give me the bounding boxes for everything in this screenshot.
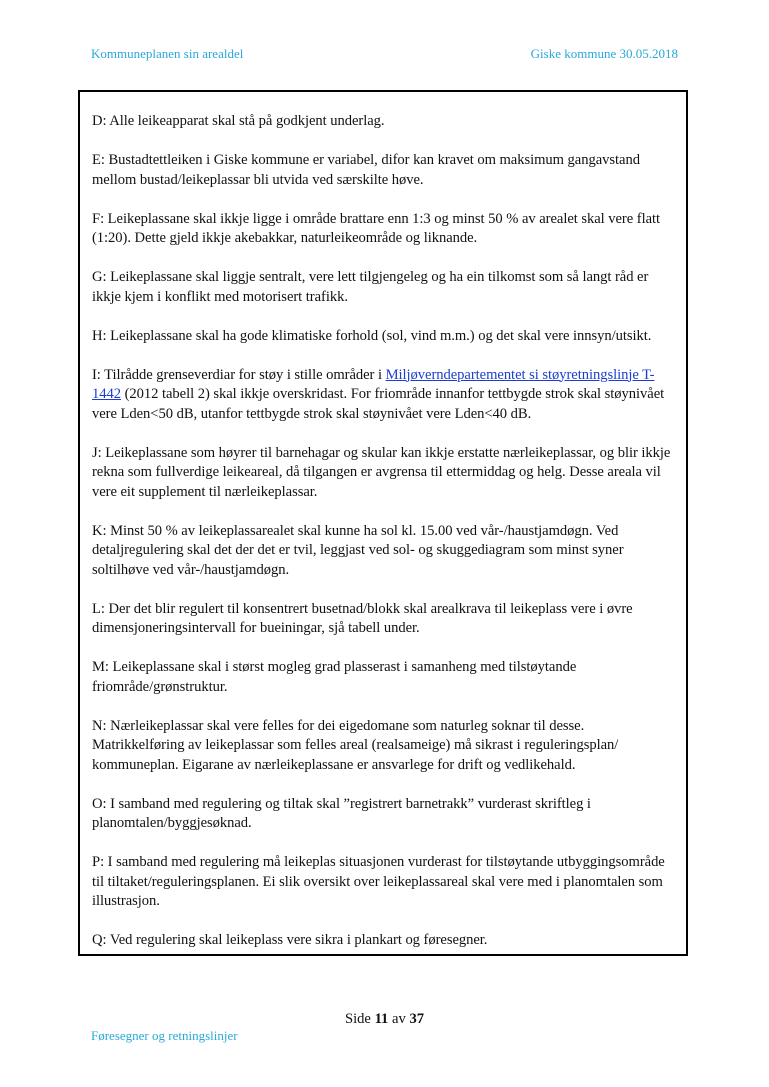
page-total: 37	[409, 1011, 425, 1027]
page-number	[0, 1011, 769, 1028]
page-separator: av	[388, 1011, 410, 1027]
paragraph-m: M: Leikeplassane skal i størst mogleg grad plasserast i samanheng med tilstøytande friområde/grønstruktur.	[92, 659, 577, 695]
paragraph-h: H: Leikeplassane skal ha gode klimatiske forhold (sol, vind m.m.) og det skal vere innsyn/utsikt.	[92, 327, 652, 344]
paragraph-k: K: Minst 50 % av leikeplassarealet skal kunne ha sol kl. 15.00 ved vår-/haustjamdøgn. Ved detaljregulering skal det der det er tvil, leggjast ved sol- og skuggediagram som minst syner soltilhøve ved vår-/haustjamdøgn.	[92, 522, 624, 578]
paragraph-o: O: I samband med regulering og tiltak skal ”registrert barnetrakk” vurderast skriftleg i planomtalen/byggjesøknad.	[92, 795, 591, 831]
footer-document-type: Føresegner og retningslinjer	[91, 1028, 238, 1043]
paragraph-d: D: Alle leikeapparat skal stå på godkjent underlag.	[92, 113, 385, 129]
paragraph-q: Q: Ved regulering skal leikeplass vere sikra i plankart og føresegner.	[92, 932, 488, 948]
paragraph-i	[92, 366, 674, 425]
provisions-box	[78, 90, 688, 956]
noise-guideline-link[interactable]: Miljøverndepartementet si støyretningslinje T-1442	[92, 366, 655, 402]
paragraph-l: L: Der det blir regulert til konsentrert busetnad/blokk skal arealkrava til leikeplass vere i øvre dimensjoneringsintervall for bueiningar, sjå tabell under.	[92, 600, 633, 636]
paragraph-e: E: Bustadtettleiken i Giske kommune er variabel, difor kan kravet om maksimum gangavstand mellom bustad/leikeplassar bli utvida ved særskilte høve.	[92, 152, 640, 188]
paragraph-n: N: Nærleikeplassar skal vere felles for dei eigedomane som naturleg soknar til desse. Matrikkelføring av leikeplassar som felles areal (realsameige) må sikrast i reguleringsplan/ kommuneplan. Eigarane av nærleikeplassane er ansvarlege for drift og vedlikehald.	[92, 717, 619, 773]
header-document-title: Kommuneplanen sin arealdel	[91, 46, 244, 61]
paragraph-f: F: Leikeplassane skal ikkje ligge i område brattare enn 1:3 og minst 50 % av arealet skal vere flatt (1:20). Dette gjeld ikkje akebakkar, naturleikeområde og liknande.	[92, 210, 661, 246]
page-current: 11	[374, 1011, 389, 1027]
paragraph-j: J: Leikeplassane som høyrer til barnehagar og skular kan ikkje erstatte nærleikeplassar, og blir ikkje rekna som fullverdige leikeareal, då tilgangen er avgrensa til ettermiddag og helg. Desse areala vil vere eit supplement til nærleikeplassar.	[92, 444, 671, 500]
page-prefix: Side	[344, 1011, 375, 1027]
paragraph-i-rest: (2012 tabell 2) skal ikkje overskridast. For friområde innanfor tettbygde strok skal støynivået vere Lden<50 dB, utanfor tettbygde strok skal støynivået vere Lden<40 dB.	[92, 386, 665, 422]
header-municipality-date: Giske kommune 30.05.2018	[530, 46, 678, 61]
paragraph-p: P: I samband med regulering må leikeplas situasjonen vurderast for tilstøytande utbyggingsområde til tiltaket/reguleringsplanen. Ei slik oversikt over leikeplassareal skal vere med i planomtalen som illustrasjon.	[92, 854, 665, 909]
paragraph-i-intro: I: Tilrådde grenseverdiar for støy i stille områder i	[92, 366, 386, 383]
paragraph-g: G: Leikeplassane skal liggje sentralt, vere lett tilgjengeleg og ha ein tilkomst som så langt råd er ikkje kjem i konflikt med motorisert trafikk.	[92, 269, 649, 305]
